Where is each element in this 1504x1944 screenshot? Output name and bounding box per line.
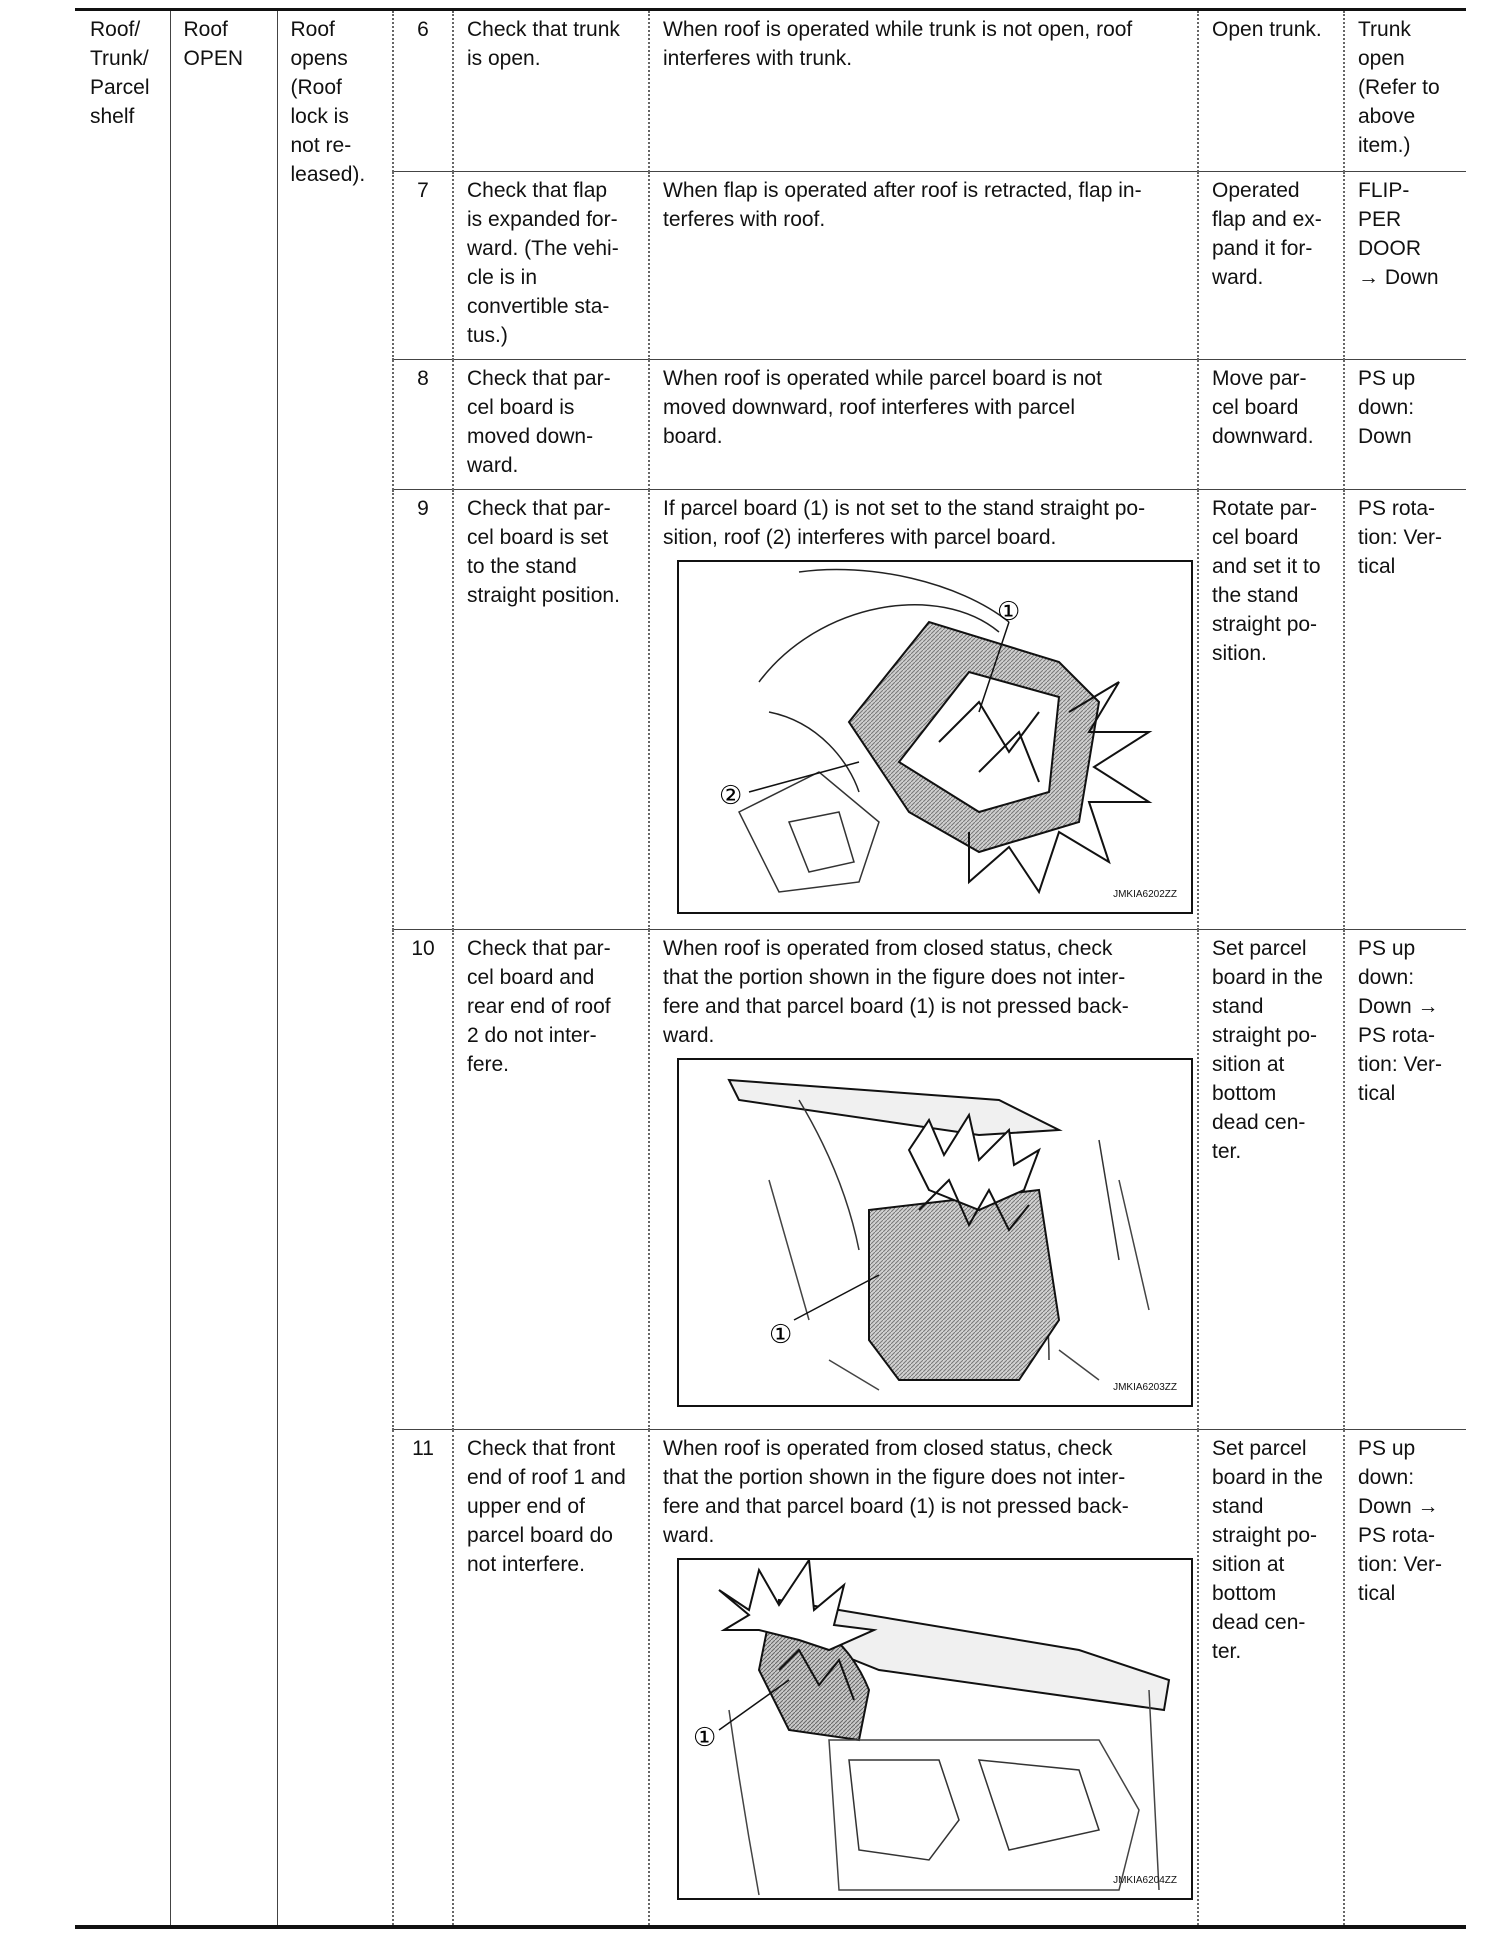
callout-2: ② [719, 780, 743, 811]
cause-cell [649, 1429, 1198, 1925]
remedy-action: Set parcel board in the stand straight po- sition at bottom dead cen- ter. [1198, 1429, 1344, 1925]
cause-description: When roof is operated while parcel board is not moved downward, roof interferes with parcel board. [649, 359, 1198, 489]
bottom-rule [75, 1925, 1466, 1929]
roof-operation-check-table [75, 11, 1466, 1925]
phase-cell: Roof opens (Roof lock is not re- leased). [277, 11, 393, 1925]
figure-front-roof-parcel-board [677, 1558, 1193, 1900]
figure-roof-parcel-board [677, 560, 1193, 914]
operation-cell: Roof OPEN [170, 11, 277, 1925]
cause-description: When roof is operated from closed status, check that the portion shown in the figure does not inter- fere and that parcel board (1) is not pressed back- ward. [663, 936, 1129, 1047]
figure-code: JMKIA6202ZZ [1113, 888, 1177, 900]
rear-roof-interference-illustration [679, 1060, 1187, 1405]
figure-parcel-board-rear-roof [677, 1058, 1193, 1407]
operating-condition: PS up down: Down → PS rota- tion: Ver- tical [1344, 929, 1466, 1429]
remedy-action: Operated flap and ex- pand it for- ward. [1198, 171, 1344, 359]
remedy-action: Rotate par- cel board and set it to the stand straight po- sition. [1198, 489, 1344, 929]
function-cell: Roof/ Trunk/ Parcel shelf [90, 18, 150, 128]
cause-cell [649, 929, 1198, 1429]
remedy-action: Move par- cel board downward. [1198, 359, 1344, 489]
callout-1: ① [997, 596, 1021, 627]
item-number: 6 [393, 11, 453, 171]
item-number: 8 [393, 359, 453, 489]
item-number: 7 [393, 171, 453, 359]
cause-description: If parcel board (1) is not set to the stand straight po- sition, roof (2) interferes with parcel board. [663, 496, 1146, 549]
check-item: Check that par- cel board and rear end of roof 2 do not inter- fere. [453, 929, 649, 1429]
remedy-action: Set parcel board in the stand straight po- sition at bottom dead cen- ter. [1198, 929, 1344, 1429]
cause-description: When flap is operated after roof is retracted, flap in- terferes with roof. [649, 171, 1198, 359]
operating-condition: PS up down: Down [1344, 359, 1466, 489]
operating-condition: FLIP- PER DOOR → Down [1344, 171, 1466, 359]
callout-1: ① [769, 1319, 793, 1350]
operating-condition: PS rota- tion: Ver- tical [1344, 489, 1466, 929]
callout-1: ① [693, 1722, 717, 1753]
cause-description: When roof is operated from closed status, check that the portion shown in the figure does not inter- fere and that parcel board (1) is not pressed back- ward. [663, 1436, 1129, 1547]
check-item: Check that par- cel board is moved down- ward. [453, 359, 649, 489]
front-roof-interference-illustration [679, 1560, 1187, 1898]
item-number: 9 [393, 489, 453, 929]
operating-condition: PS up down: Down → PS rota- tion: Ver- tical [1344, 1429, 1466, 1925]
check-item: Check that front end of roof 1 and upper end of parcel board do not interfere. [453, 1429, 649, 1925]
figure-code: JMKIA6204ZZ [1113, 1874, 1177, 1886]
check-item: Check that trunk is open. [453, 11, 649, 171]
check-item: Check that flap is expanded for- ward. (The vehi- cle is in convertible sta- tus.) [453, 171, 649, 359]
item-number: 11 [393, 1429, 453, 1925]
operating-condition: Trunk open (Refer to above item.) [1344, 11, 1466, 171]
check-item: Check that par- cel board is set to the stand straight position. [453, 489, 649, 929]
roof-interference-illustration [679, 562, 1187, 912]
item-number: 10 [393, 929, 453, 1429]
cause-description: When roof is operated while trunk is not open, roof interferes with trunk. [649, 11, 1198, 171]
remedy-action: Open trunk. [1198, 11, 1344, 171]
cause-cell [649, 489, 1198, 929]
figure-code: JMKIA6203ZZ [1113, 1381, 1177, 1393]
